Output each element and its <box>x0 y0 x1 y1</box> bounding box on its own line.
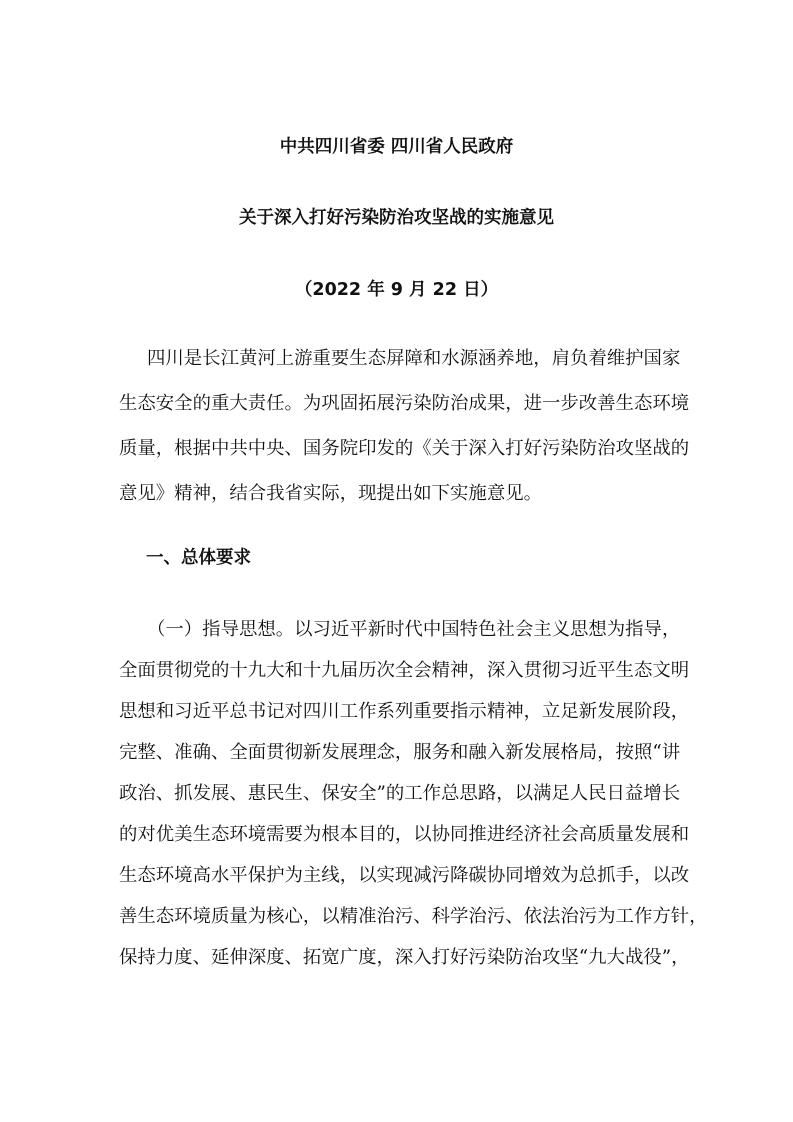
section1-line: 善生态环境质量为核心，以精准治污、科学治污、依法治污为工作方针， <box>119 906 708 927</box>
intro-line: 四川是长江黄河上游重要生态屏障和水源涵养地，肩负着维护国家 <box>147 348 681 369</box>
section1-line: 生态环境高水平保护为主线，以实现减污降碳协同增效为总抓手，以改 <box>119 865 690 886</box>
section1-line: 思想和习近平总书记对四川工作系列重要指示精神，立足新发展阶段， <box>119 701 690 722</box>
section1-line: 完整、准确、全面贯彻新发展理念，服务和融入新发展格局，按照“讲 <box>119 742 681 763</box>
document-date: （2022 年 9 月 22 日） <box>294 280 499 300</box>
section1-line: 的对优美生态环境需要为根本目的，以协同推进经济社会高质量发展和 <box>119 824 690 845</box>
section1-line: 保持力度、延伸深度、拓宽广度，深入打好污染防治攻坚“九大战役”， <box>119 947 690 968</box>
document-title-issuer: 中共四川省委 四川省人民政府 <box>279 137 514 157</box>
section-heading: 一、总体要求 <box>146 548 251 568</box>
section1-line: 全面贯彻党的十九大和十九届历次全会精神，深入贯彻习近平生态文明 <box>119 660 690 681</box>
intro-line: 生态安全的重大责任。为巩固拓展污染防治成果，进一步改善生态环境 <box>119 393 690 414</box>
intro-line: 质量，根据中共中央、国务院印发的《关于深入打好污染防治攻坚战的 <box>119 438 690 459</box>
section1-line: 政治、抓发展、惠民生、保安全”的工作总思路，以满足人民日益增长 <box>119 783 681 804</box>
document-title: 关于深入打好污染防治攻坚战的实施意见 <box>239 208 554 228</box>
intro-line: 意见》精神，结合我省实际，现提出如下实施意见。 <box>119 483 542 504</box>
section1-line: （一）指导思想。以习近平新时代中国特色社会主义思想为指导， <box>147 619 681 640</box>
